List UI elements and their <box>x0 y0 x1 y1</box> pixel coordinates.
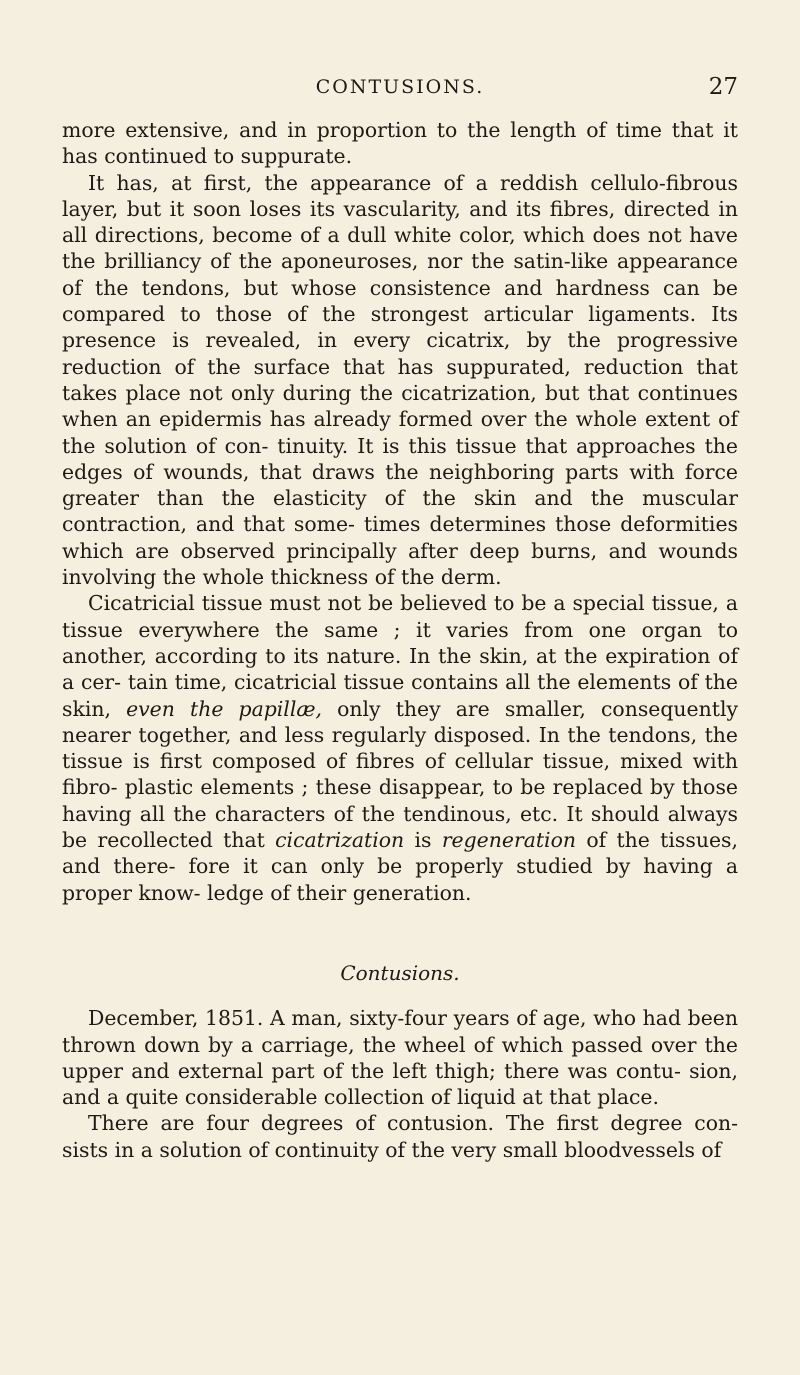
paragraph-cicatricial-tissue-appearance <box>62 170 738 591</box>
paragraph-text: There are four degrees of contusion. The first degree con- sists in a solution of continuity of the very small bloodvessels of <box>62 1111 738 1162</box>
paragraph-cicatricial-tissue-varies <box>62 590 738 906</box>
paragraph-text: more extensive, and in proportion to the length of time that it has continued to suppurate. <box>62 118 738 169</box>
body-text <box>62 117 738 1163</box>
italic-term: regeneration <box>441 828 576 853</box>
running-head <box>62 76 738 104</box>
paragraph-text: It has, at first, the appearance of a reddish cellulo-fibrous layer, but it soon loses its vascularity, and its fibres, directed in all directions, become of a dull white color, which does not have the brilliancy of the aponeuroses, nor the satin-like appearance of the tendons, but whose consistence and hardness can be compared to those of the strongest articular ligaments. Its presence is revealed, in every cicatrix, by the progressive reduction of the surface that has suppurated, reduction that takes place not only during the cicatrization, but that continues when an epidermis has already formed over the whole extent of the solution of con- tinuity. It is this tissue that approaches the edges of wounds, that draws the neighboring parts with force greater than the elasticity of the skin and the muscular contraction, and that some- times determines those deformities which are observed principally after deep burns, and wounds involving the whole thickness of the derm. <box>62 170 738 590</box>
section-heading: Contusions. <box>340 960 460 985</box>
page-number: 27 <box>708 74 738 100</box>
paragraph-text: only they are smaller, consequently nearer together, and less regularly disposed. In the tendons, the tissue is first composed of fibres of cellular tissue, mixed with fibro- plastic elements ; these disappear, to be replaced by those having all the characters of the tendinous, etc. It should always be recollected that <box>62 696 738 853</box>
paragraph-continuation <box>62 117 738 170</box>
running-title: CONTUSIONS. <box>315 76 485 98</box>
italic-term: cicatrization <box>275 828 405 853</box>
paragraph-degrees-of-contusion <box>62 1110 738 1163</box>
paragraph-text: Cicatricial tissue must not be believed to be a special tissue, a tissue everywhere the same ; it varies from one organ to another, according to its nature. In the skin, at the expiration of a cer- tain time, cicatricial tissue contains all the elements of the skin, <box>62 591 738 721</box>
paragraph-text: December, 1851. A man, sixty-four years of age, who had been thrown down by a carriage, the wheel of which passed over the upper and external part of the left thigh; there was contu- sion, and a quite considerable collection of liquid at that place. <box>62 1006 738 1110</box>
paragraph-text: is <box>414 828 432 853</box>
italic-phrase: even the papillæ, <box>126 696 322 721</box>
paragraph-text: of the tissues, and there- fore it can only be properly studied by having a proper know- ledge of their generation. <box>62 828 738 905</box>
paragraph-case-report <box>62 1005 738 1110</box>
